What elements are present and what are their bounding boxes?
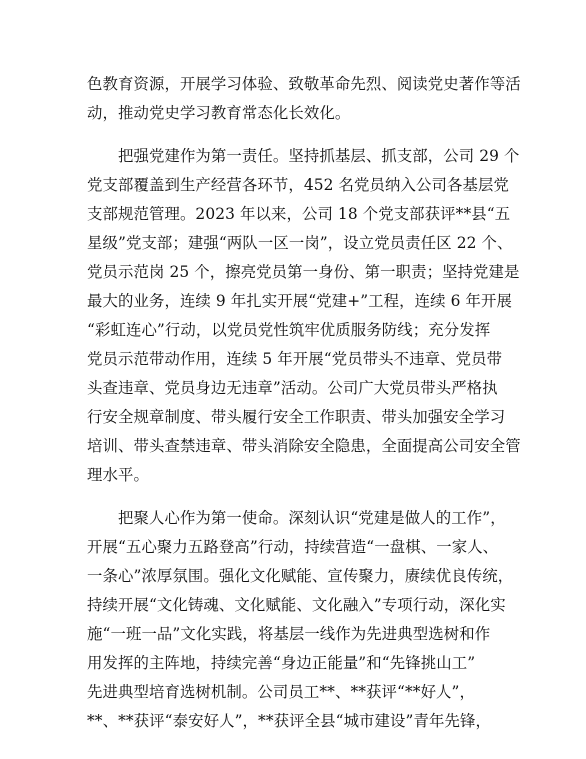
paragraph-spacer — [87, 128, 507, 142]
text-line: 理水平。 — [87, 466, 149, 484]
text-line: 党员示范带动作用，连续 5 年开展“党员带头不违章、党员带 — [87, 350, 503, 368]
text-line: 头查违章、党员身边无违章”活动。公司广大党员带头严格执 — [87, 379, 498, 397]
text-line: 施“一班一品”文化实践，将基层一线作为先进典型选树和作 — [87, 625, 491, 643]
text-line: 先进典型培育选树机制。公司员工**、**获评“**好人”， — [87, 683, 476, 701]
text-line: 党支部覆盖到生产经营各环节，452 名党员纳入公司各基层党 — [87, 176, 509, 194]
text-line: 开展“五心聚力五路登高”行动，持续营造“一盘棋、一家人、 — [87, 538, 499, 556]
text-line: 支部规范管理。2023 年以来，公司 18 个党支部获评**县“五 — [87, 205, 511, 223]
text-line: **、**获评“泰安好人”，**获评全县“城市建设”青年先锋， — [87, 712, 491, 730]
text-line: 动，推动党史学习教育常态化长效化。 — [87, 104, 351, 122]
text-line: 最大的业务，连续 9 年扎实开展“党建+”工程，连续 6 年开展 — [87, 292, 512, 310]
paragraph-spacer — [87, 490, 507, 504]
text-line: 星级”党支部；建强“两队一区一岗”，设立党员责任区 22 个、 — [87, 234, 513, 252]
text-line: 用发挥的主阵地，持续完善“身边正能量”和“先锋挑山工” — [87, 654, 476, 672]
paragraph-2 — [87, 142, 521, 490]
text-line: 把聚人心作为第一使命。深刻认识“党建是做人的工作”， — [87, 509, 506, 527]
text-line: 持续开展“文化铸魂、文化赋能、文化融入”专项行动，深化实 — [87, 596, 506, 614]
text-line: 把强党建作为第一责任。坚持抓基层、抓支部，公司 29 个 — [87, 147, 520, 165]
text-line: 一条心”浓厚氛围。强化文化赋能、宣传聚力，赓续优良传统， — [87, 567, 514, 585]
paragraph-3 — [87, 504, 514, 736]
document-body — [87, 70, 521, 736]
text-line: 党员示范岗 25 个，擦亮党员第一身份、第一职责；坚持党建是 — [87, 263, 520, 281]
text-line: 行安全规章制度、带头履行安全工作职责、带头加强安全学习 — [87, 408, 506, 426]
paragraph-1 — [87, 70, 521, 128]
text-line: 色教育资源，开展学习体验、致敬革命先烈、阅读党史著作等活 — [87, 75, 521, 93]
text-line: 培训、带头查禁违章、带头消除安全隐患，全面提高公司安全管 — [87, 437, 521, 455]
text-line: “彩虹连心”行动，以党员党性筑牢优质服务防线；充分发挥 — [87, 321, 491, 339]
